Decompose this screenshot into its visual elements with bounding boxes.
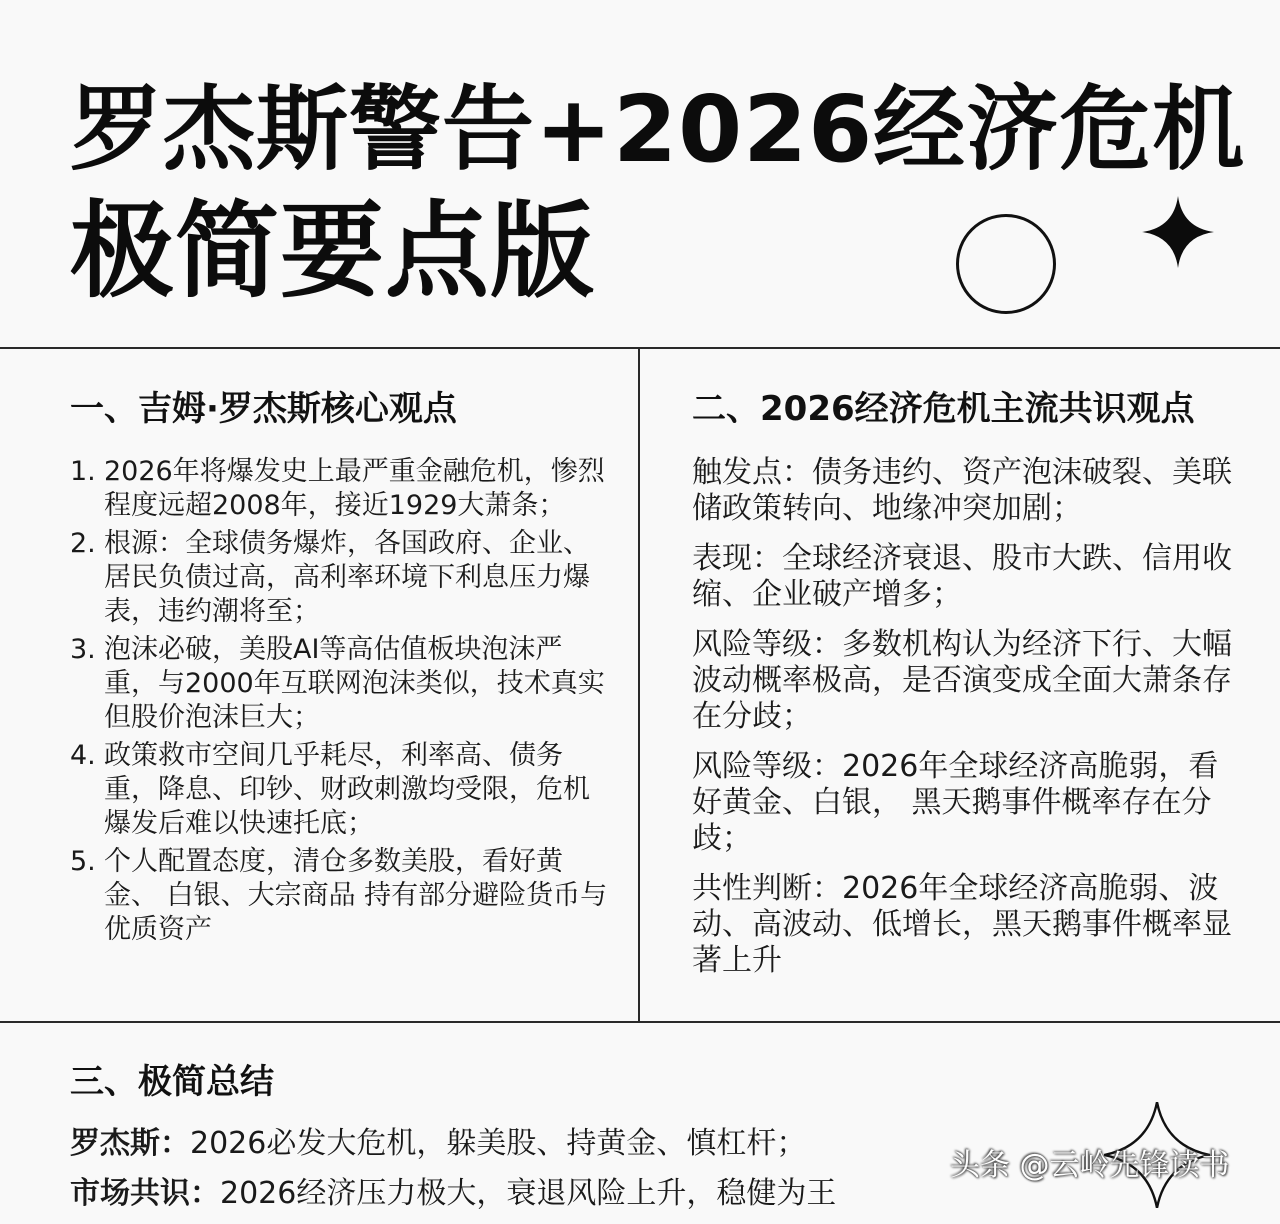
summary-section (70, 1058, 970, 1224)
summary-text: 2026经济压力极大，衰退风险上升，稳健为王 (220, 1176, 837, 1211)
title-line-2: 极简要点版 (70, 190, 596, 312)
section-heading: 一、吉姆·罗杰斯核心观点 (70, 389, 457, 429)
circle-decoration (956, 214, 1056, 314)
section-heading: 三、极简总结 (70, 1062, 274, 1102)
rogers-views-section (70, 385, 610, 951)
section-heading: 二、2026经济危机主流共识观点 (692, 389, 1195, 429)
consensus-paragraph: 共性判断：2026年全球经济高脆弱、波动、高波动、低增长，黑天鹅事件概率显著上升 (692, 871, 1232, 978)
item-text: 泡沫必破，美股AI等高估值板块泡沫严重，与2000年互联网泡沫类似，技术真实但股价泡沫巨大； (104, 634, 605, 733)
summary-label: 市场共识： (70, 1176, 220, 1211)
consensus-paragraph: 风险等级：2026年全球经济高脆弱，看好黄金、白银， 黑天鹅事件概率存在分歧； (692, 749, 1219, 856)
consensus-paragraph: 表现：全球经济衰退、股市大跌、信用收缩、企业破产增多； (692, 541, 1232, 612)
item-number: 4. (70, 740, 96, 771)
list-item (70, 739, 610, 841)
item-number: 3. (70, 634, 96, 665)
top-divider (0, 347, 1280, 349)
watermark: 头条 @云岭先锋读书 (950, 1148, 1230, 1183)
consensus-paragraph: 触发点：债务违约、资产泡沫破裂、美联储政策转向、地缘冲突加剧； (692, 455, 1232, 526)
item-number: 2. (70, 528, 96, 559)
list-item (70, 455, 610, 523)
consensus-paragraph: 风险等级：多数机构认为经济下行、大幅波动概率极高，是否演变成全面大萧条存在分歧； (692, 627, 1232, 734)
bottom-divider (0, 1021, 1280, 1023)
item-text: 政策救市空间几乎耗尽，利率高、债务重，降息、印钞、财政刺激均受限，危机爆发后难以快速托底； (104, 740, 590, 839)
consensus-views-section (692, 385, 1232, 993)
summary-rogers (70, 1124, 970, 1164)
rogers-points-list (70, 455, 610, 947)
list-item (70, 845, 610, 947)
summary-text: 2026必发大危机，躲美股、持黄金、慎杠杆； (190, 1126, 807, 1161)
four-point-star-icon (1142, 196, 1214, 268)
summary-label: 罗杰斯： (70, 1126, 190, 1161)
item-number: 5. (70, 846, 96, 877)
item-text: 根源：全球债务爆炸，各国政府、企业、居民负债过高，高利率环境下利息压力爆表，违约潮将至； (104, 528, 590, 627)
column-divider (638, 348, 640, 1022)
list-item (70, 633, 610, 735)
summary-market (70, 1174, 970, 1214)
item-text: 2026年将爆发史上最严重金融危机，惨烈程度远超2008年，接近1929大萧条； (104, 456, 605, 521)
item-text: 个人配置态度，清仓多数美股，看好黄金、 白银、大宗商品 持有部分避险货币与优质资产 (104, 846, 608, 945)
title-line-1: 罗杰斯警告+2026经济危机 (70, 76, 1246, 183)
item-number: 1. (70, 456, 96, 487)
list-item (70, 527, 610, 629)
